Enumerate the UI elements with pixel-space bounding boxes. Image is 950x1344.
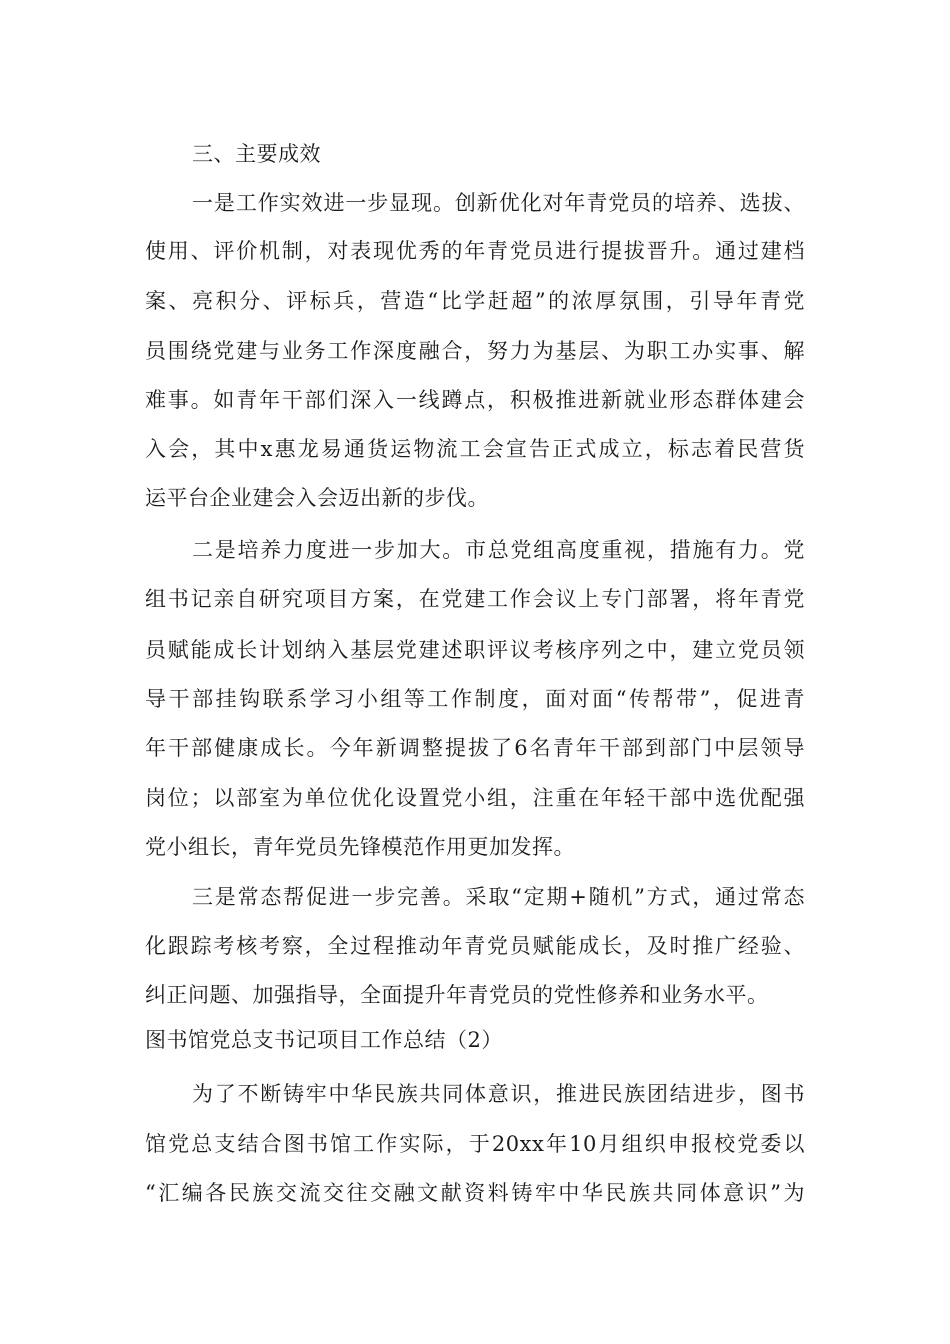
para3-line-2: 化跟踪考核考察，全过程推动年青党员赋能成长，及时推广经验、: [145, 934, 805, 958]
para1-line-3: 案、亮积分、评标兵，营造“比学赶超”的浓厚氛围，引导年青党: [145, 289, 805, 313]
para3-line-3: 纠正问题、加强指导，全面提升年青党员的党性修养和业务水平。: [145, 983, 769, 1007]
para1-line-5: 难事。如青年干部们深入一线蹲点，积极推进新就业形态群体建会: [145, 388, 805, 412]
section-heading: 三、主要成效: [192, 142, 321, 166]
para2-line-1: 二是培养力度进一步加大。市总党组高度重视，措施有力。党: [192, 538, 805, 562]
para2-line-7: 党小组长，青年党员先锋模范作用更加发挥。: [145, 835, 575, 859]
para2-line-2: 组书记亲自研究项目方案，在党建工作会议上专门部署，将年青党: [145, 587, 805, 611]
para1-line-6: 入会，其中x惠龙易通货运物流工会宣告正式成立，标志着民营货: [145, 437, 805, 461]
para1-line-7: 运平台企业建会入会迈出新的步伐。: [145, 486, 489, 510]
para4-line-3: “汇编各民族交流交往交融文献资料铸牢中华民族共同体意识”为: [145, 1181, 805, 1205]
para2-line-5: 年干部健康成长。今年新调整提拔了6名青年干部到部门中层领导: [145, 736, 805, 760]
para2-line-3: 员赋能成长计划纳入基层党建述职评议考核序列之中，建立党员领: [145, 638, 805, 662]
para1-line-2: 使用、评价机制，对表现优秀的年青党员进行提拔晋升。通过建档: [145, 239, 805, 263]
para1-line-4: 员围绕党建与业务工作深度融合，努力为基层、为职工办实事、解: [145, 339, 805, 363]
para2-line-4: 导干部挂钩联系学习小组等工作制度，面对面“传帮带”，促进青: [145, 687, 805, 711]
para4-line-2: 馆党总支结合图书馆工作实际，于20xx年10月组织申报校党委以: [145, 1132, 805, 1156]
para3-line-1: 三是常态帮促进一步完善。采取“定期+随机”方式，通过常态: [192, 885, 805, 909]
para4-line-1: 为了不断铸牢中华民族共同体意识，推进民族团结进步，图书: [192, 1082, 805, 1106]
para2-line-6: 岗位；以部室为单位优化设置党小组，注重在年轻干部中选优配强: [145, 786, 805, 810]
document-title: 图书馆党总支书记项目工作总结（2）: [145, 1028, 503, 1052]
para1-line-1: 一是工作实效进一步显现。创新优化对年青党员的培养、选拔、: [192, 191, 805, 215]
